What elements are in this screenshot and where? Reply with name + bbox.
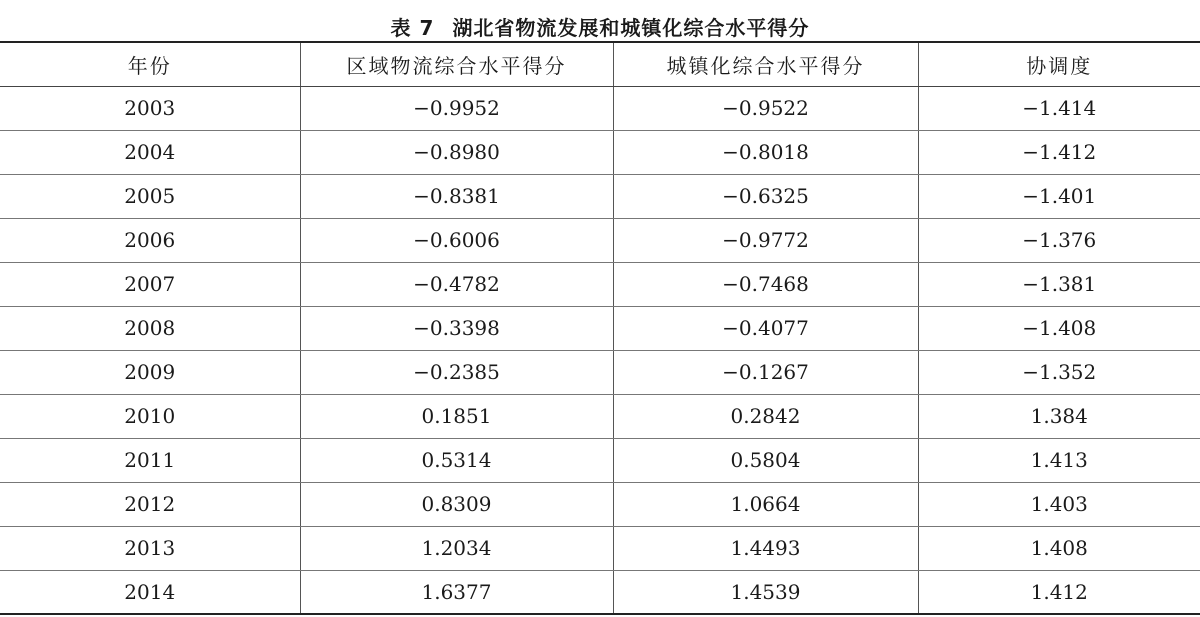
cell-coordination: −1.376 [918,218,1200,262]
cell-logistics-score: −0.2385 [300,350,613,394]
cell-urbanization-score: 1.4493 [613,526,918,570]
cell-year: 2007 [0,262,300,306]
table-row [0,394,1200,438]
cell-urbanization-score: −0.7468 [613,262,918,306]
cell-logistics-score: 1.2034 [300,526,613,570]
cell-year: 2005 [0,174,300,218]
cell-urbanization-score: −0.4077 [613,306,918,350]
cell-coordination: −1.381 [918,262,1200,306]
cell-urbanization-score: 0.2842 [613,394,918,438]
cell-year: 2004 [0,130,300,174]
table-row [0,570,1200,614]
cell-coordination: −1.401 [918,174,1200,218]
cell-coordination: −1.414 [918,86,1200,130]
cell-logistics-score: −0.4782 [300,262,613,306]
cell-logistics-score: −0.3398 [300,306,613,350]
cell-urbanization-score: −0.1267 [613,350,918,394]
header-urbanization-score: 城镇化综合水平得分 [613,42,918,86]
table-header-row [0,42,1200,86]
cell-urbanization-score: −0.6325 [613,174,918,218]
table-row [0,262,1200,306]
cell-urbanization-score: 1.4539 [613,570,918,614]
cell-coordination: −1.408 [918,306,1200,350]
data-table [0,41,1200,615]
table-row [0,86,1200,130]
cell-year: 2006 [0,218,300,262]
table-row [0,526,1200,570]
table-container [0,41,1200,615]
cell-year: 2011 [0,438,300,482]
cell-urbanization-score: −0.8018 [613,130,918,174]
cell-urbanization-score: 0.5804 [613,438,918,482]
table-caption [0,12,1200,41]
cell-coordination: 1.412 [918,570,1200,614]
cell-urbanization-score: 1.0664 [613,482,918,526]
cell-logistics-score: −0.8381 [300,174,613,218]
table-row [0,218,1200,262]
cell-urbanization-score: −0.9772 [613,218,918,262]
table-title: 湖北省物流发展和城镇化综合水平得分 [452,16,810,40]
header-year: 年份 [0,42,300,86]
header-coordination: 协调度 [918,42,1200,86]
table-number: 表 7 [390,16,435,40]
table-row [0,306,1200,350]
table-row [0,130,1200,174]
cell-logistics-score: 0.8309 [300,482,613,526]
cell-year: 2008 [0,306,300,350]
cell-year: 2010 [0,394,300,438]
cell-year: 2012 [0,482,300,526]
cell-year: 2009 [0,350,300,394]
cell-coordination: −1.352 [918,350,1200,394]
cell-logistics-score: 1.6377 [300,570,613,614]
cell-logistics-score: −0.6006 [300,218,613,262]
table-row [0,438,1200,482]
table-row [0,482,1200,526]
cell-logistics-score: 0.5314 [300,438,613,482]
table-row [0,350,1200,394]
cell-coordination: −1.412 [918,130,1200,174]
table-row [0,174,1200,218]
cell-logistics-score: 0.1851 [300,394,613,438]
cell-urbanization-score: −0.9522 [613,86,918,130]
cell-year: 2014 [0,570,300,614]
table-body [0,86,1200,614]
cell-coordination: 1.384 [918,394,1200,438]
cell-year: 2003 [0,86,300,130]
cell-coordination: 1.413 [918,438,1200,482]
cell-year: 2013 [0,526,300,570]
cell-logistics-score: −0.8980 [300,130,613,174]
cell-logistics-score: −0.9952 [300,86,613,130]
cell-coordination: 1.408 [918,526,1200,570]
header-logistics-score: 区域物流综合水平得分 [300,42,613,86]
cell-coordination: 1.403 [918,482,1200,526]
